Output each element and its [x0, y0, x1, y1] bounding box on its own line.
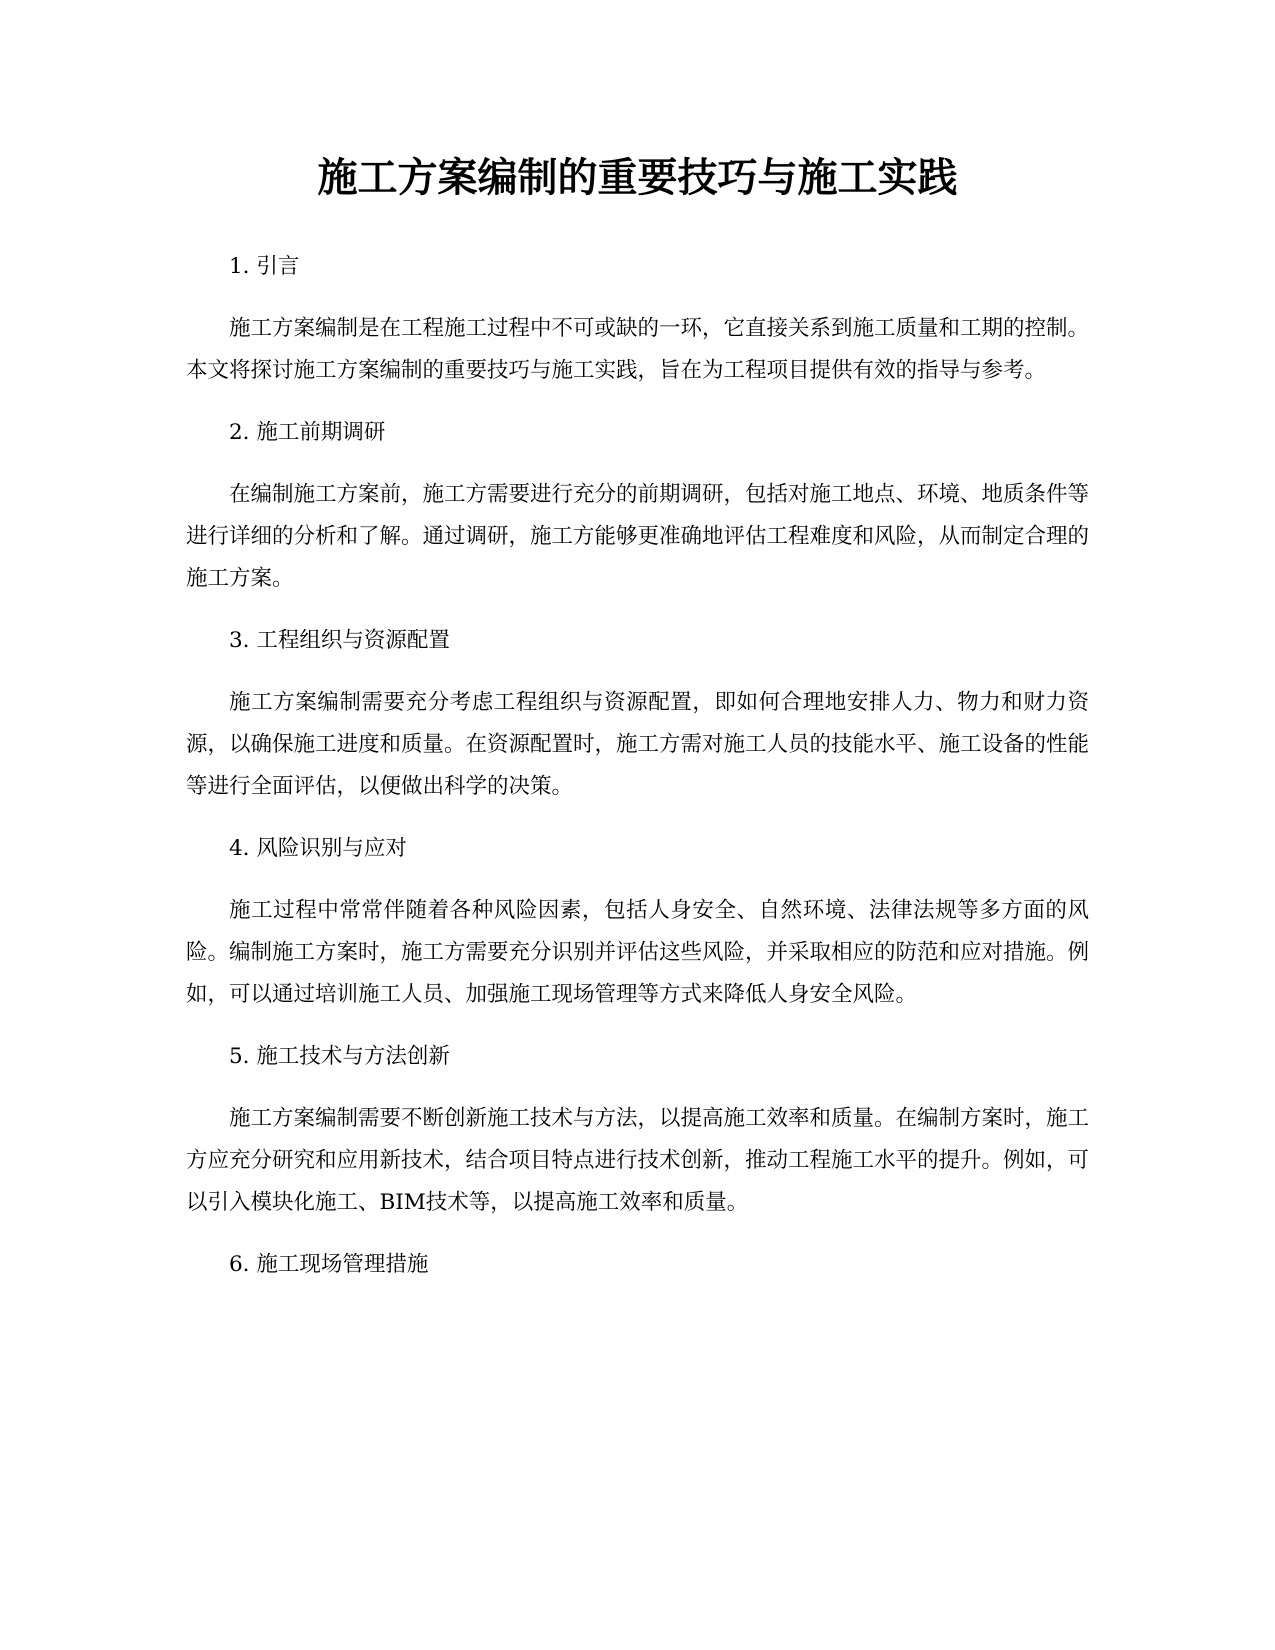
section-heading-3: 3. 工程组织与资源配置: [229, 628, 450, 653]
document-body: [186, 246, 1089, 1306]
section-heading-2: 2. 施工前期调研: [229, 420, 386, 445]
document-title: 施工方案编制的重要技巧与施工实践: [317, 155, 958, 201]
section-heading-4: 4. 风险识别与应对: [229, 836, 407, 861]
section-heading-5: 5. 施工技术与方法创新: [229, 1044, 450, 1069]
section-paragraph-4: 施工过程中常常伴随着各种风险因素，包括人身安全、自然环境、法律法规等多方面的风险。编制施工方案时，施工方需要充分识别并评估这些风险，并采取相应的防范和应对措施。例如，可以通过培训施工人员、加强施工现场管理等方式来降低人身安全风险。: [186, 898, 1090, 1007]
section-paragraph-5: 施工方案编制需要不断创新施工技术与方法，以提高施工效率和质量。在编制方案时，施工方应充分研究和应用新技术，结合项目特点进行技术创新，推动工程施工水平的提升。例如，可以引入模块化施工、BIM技术等，以提高施工效率和质量。: [186, 1106, 1090, 1215]
section-heading-6: 6. 施工现场管理措施: [229, 1252, 429, 1277]
section-paragraph-3: 施工方案编制需要充分考虑工程组织与资源配置，即如何合理地安排人力、物力和财力资源，以确保施工进度和质量。在资源配置时，施工方需对施工人员的技能水平、施工设备的性能等进行全面评估，以便做出科学的决策。: [186, 690, 1090, 799]
section-paragraph-2: 在编制施工方案前，施工方需要进行充分的前期调研，包括对施工地点、环境、地质条件等进行详细的分析和了解。通过调研，施工方能够更准确地评估工程难度和风险，从而制定合理的施工方案。: [186, 482, 1090, 591]
section-paragraph-1: 施工方案编制是在工程施工过程中不可或缺的一环，它直接关系到施工质量和工期的控制。本文将探讨施工方案编制的重要技巧与施工实践，旨在为工程项目提供有效的指导与参考。: [186, 316, 1090, 383]
section-heading-1: 1. 引言: [229, 254, 300, 279]
